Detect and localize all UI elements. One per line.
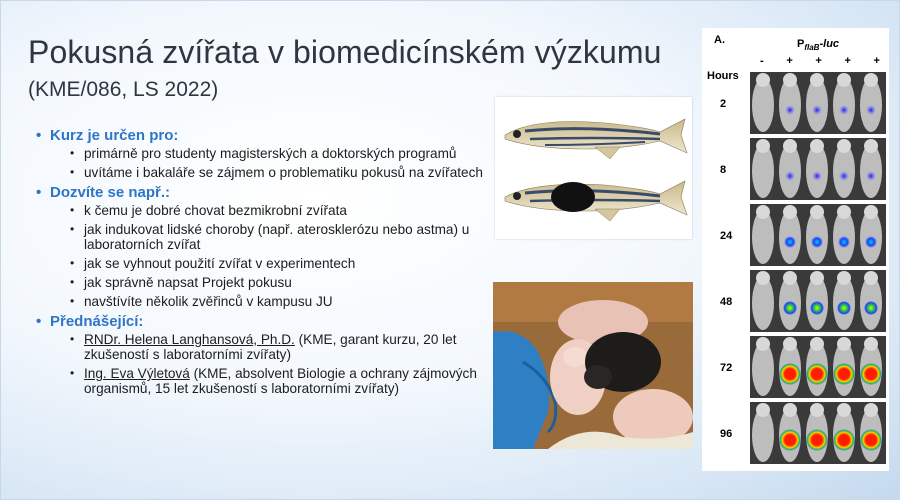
signal-spot [779,363,801,385]
mouse-head [810,205,824,219]
construct-label: $P_{flaB}$-luc [797,38,840,53]
signal-spot [837,301,851,315]
mouse-head [783,271,797,285]
section-heading [36,128,486,143]
signal-spot [806,429,828,451]
zebrafish-photo [495,97,692,239]
mouse-head [864,271,878,285]
signal-spot [860,363,882,385]
lecturer-info: (KME, absolvent Biologie a ochrany zájmových organismů, 15 let zkušeností s laboratorními zvířaty) [84,366,477,396]
hour-label: 24 [720,230,733,242]
signal-spot [839,171,849,181]
mouse-head [864,403,878,417]
signal-spot [864,301,878,315]
mouse-head [810,337,824,351]
bullet-icon: • [70,332,75,346]
bullet-icon: • [70,203,75,217]
signal-spot [865,236,877,248]
mouse-head [783,337,797,351]
signal-spot [785,171,795,181]
signal-spot [838,236,850,248]
mouse-head [783,403,797,417]
mouse-head [864,205,878,219]
signal-spot [779,429,801,451]
mouse-head [756,73,770,87]
section-heading [36,185,486,200]
hour-label: 8 [720,164,727,176]
zebrafish-wildtype-icon [505,119,687,159]
signal-spot [833,429,855,451]
mouse-head [810,139,824,153]
signal-spot [866,171,876,181]
mouse-head [810,271,824,285]
mouse-head [837,337,851,351]
bullet-icon: • [70,222,75,236]
piglets-photo [493,282,693,449]
list-item: • primárně pro studenty magisterských a doktorských programů [70,146,457,161]
lecturer-name: Ing. Eva Výletová [84,366,190,381]
mouse-image-grid [750,72,886,467]
bullet-icon: • [70,294,75,308]
hour-label: 48 [720,296,733,308]
mouse-head [810,403,824,417]
list-item: • uvítáme i bakaláře se zájmem o problematiku pokusů na zvířatech [70,165,483,180]
mouse-head [756,139,770,153]
signal-spot [860,429,882,451]
signal-spot [806,363,828,385]
bioluminescence-figure [702,28,889,471]
panel-label: A. [714,34,725,46]
signal-spot [783,301,797,315]
bullet-icon: • [70,165,75,179]
lecturer-item [70,332,486,362]
bullet-icon: • [36,313,42,330]
section-audience [36,128,486,180]
section-topics [36,185,486,309]
zebrafish-tumor-icon [505,181,687,221]
mouse-head [864,337,878,351]
list-item: • jak se vyhnout použití zvířat v experimentech [70,256,356,271]
bullet-icon: • [70,146,75,160]
mouse-head [756,337,770,351]
mouse-head [783,205,797,219]
content-area [36,128,486,401]
signal-spot [784,236,796,248]
mouse-head [864,139,878,153]
hour-label: 2 [720,98,727,110]
hour-label: 72 [720,362,733,374]
bullet-icon: • [70,366,75,380]
section-heading [36,314,486,329]
signal-spot [812,171,822,181]
signal-spot [810,301,824,315]
section-heading-text: Dozvíte se např.: [50,184,171,201]
lecturer-info: (KME, garant kurzu, 20 let zkušeností s laboratorními zvířaty) [84,332,457,362]
section-lecturers [36,314,486,396]
slide-title: Pokusná zvířata v biomedicínském výzkumu [28,34,662,70]
bullet-icon: • [36,184,42,201]
lecturer-item [70,366,486,396]
mouse-head [837,139,851,153]
mouse-head [756,403,770,417]
mouse-head [864,73,878,87]
list-item: • k čemu je dobré chovat bezmikrobní zvířata [70,203,347,218]
section-heading-text: Přednášející: [50,313,144,330]
mouse-head [837,205,851,219]
mouse-head [783,73,797,87]
signal-spot [812,105,822,115]
bullet-icon: • [70,275,75,289]
mouse-head [756,271,770,285]
signal-spot [866,105,876,115]
condition-signs: - + + + + [760,55,880,67]
mouse-head [756,205,770,219]
lecturer-name: RNDr. Helena Langhansová, Ph.D. [84,332,295,347]
list-item: • jak indukovat lidské choroby (např. aterosklerózu nebo astma) u laboratorních zvířat [70,222,470,252]
mouse-head [837,73,851,87]
list-item: • navštívíte několik zvěřinců v kampusu JU [70,294,333,309]
list-item: • jak správně napsat Projekt pokusu [70,275,292,290]
signal-spot [811,236,823,248]
bullet-icon: • [70,256,75,270]
hours-label: Hours [707,70,739,82]
signal-spot [785,105,795,115]
slide-subtitle: (KME/086, LS 2022) [28,78,219,101]
bullet-icon: • [36,127,42,144]
signal-spot [839,105,849,115]
signal-spot [833,363,855,385]
mouse-head [783,139,797,153]
mouse-head [810,73,824,87]
hour-label: 96 [720,428,733,440]
mouse-head [837,271,851,285]
section-heading-text: Kurz je určen pro: [50,127,179,144]
mouse-head [837,403,851,417]
